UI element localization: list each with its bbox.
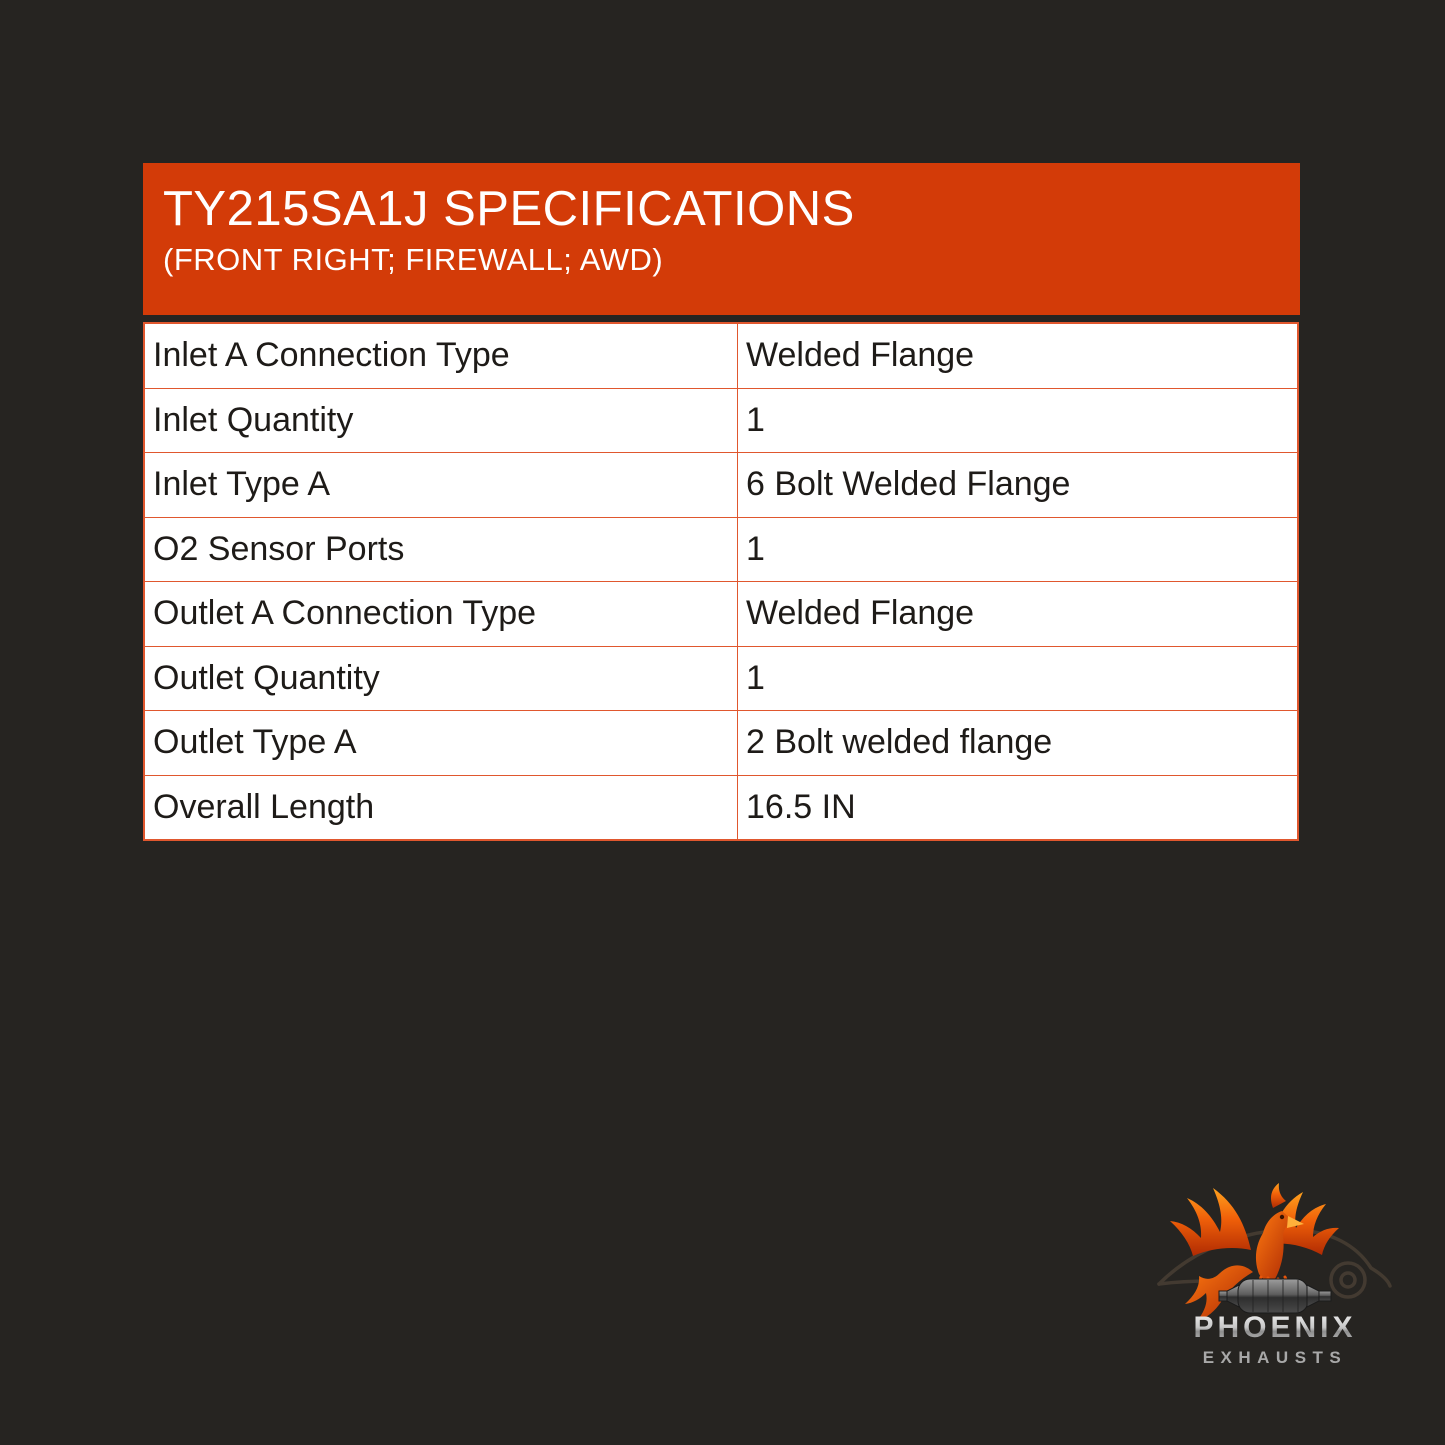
table-row — [144, 323, 1298, 388]
spec-header — [143, 163, 1300, 315]
table-row — [144, 453, 1298, 518]
spec-label: O2 Sensor Ports — [144, 517, 738, 582]
spec-label: Outlet Type A — [144, 711, 738, 776]
table-row — [144, 582, 1298, 647]
spec-value: 6 Bolt Welded Flange — [738, 453, 1299, 518]
spec-label: Inlet Quantity — [144, 388, 738, 453]
spec-value: 16.5 IN — [738, 775, 1299, 840]
spec-value: Welded Flange — [738, 582, 1299, 647]
spec-value: 2 Bolt welded flange — [738, 711, 1299, 776]
brand-subname: EXHAUSTS — [1202, 1348, 1348, 1367]
brand-logo — [1135, 1180, 1415, 1380]
spec-value: Welded Flange — [738, 323, 1299, 388]
table-row — [144, 646, 1298, 711]
spec-label: Inlet Type A — [144, 453, 738, 518]
phoenix-exhausts-logo — [1135, 1180, 1415, 1380]
table-row — [144, 517, 1298, 582]
wheel-icon — [1331, 1263, 1365, 1297]
spec-value: 1 — [738, 646, 1299, 711]
spec-label: Outlet Quantity — [144, 646, 738, 711]
spec-title: TY215SA1J SPECIFICATIONS — [163, 182, 855, 236]
table-row — [144, 775, 1298, 840]
spec-value: 1 — [738, 517, 1299, 582]
brand-name: PHOENIX — [1193, 1311, 1357, 1344]
spec-subtitle: (FRONT RIGHT; FIREWALL; AWD) — [163, 242, 664, 278]
spec-table — [143, 322, 1299, 841]
spec-label: Overall Length — [144, 775, 738, 840]
spec-value: 1 — [738, 388, 1299, 453]
spec-label: Inlet A Connection Type — [144, 323, 738, 388]
table-row — [144, 711, 1298, 776]
table-row — [144, 388, 1298, 453]
spec-label: Outlet A Connection Type — [144, 582, 738, 647]
